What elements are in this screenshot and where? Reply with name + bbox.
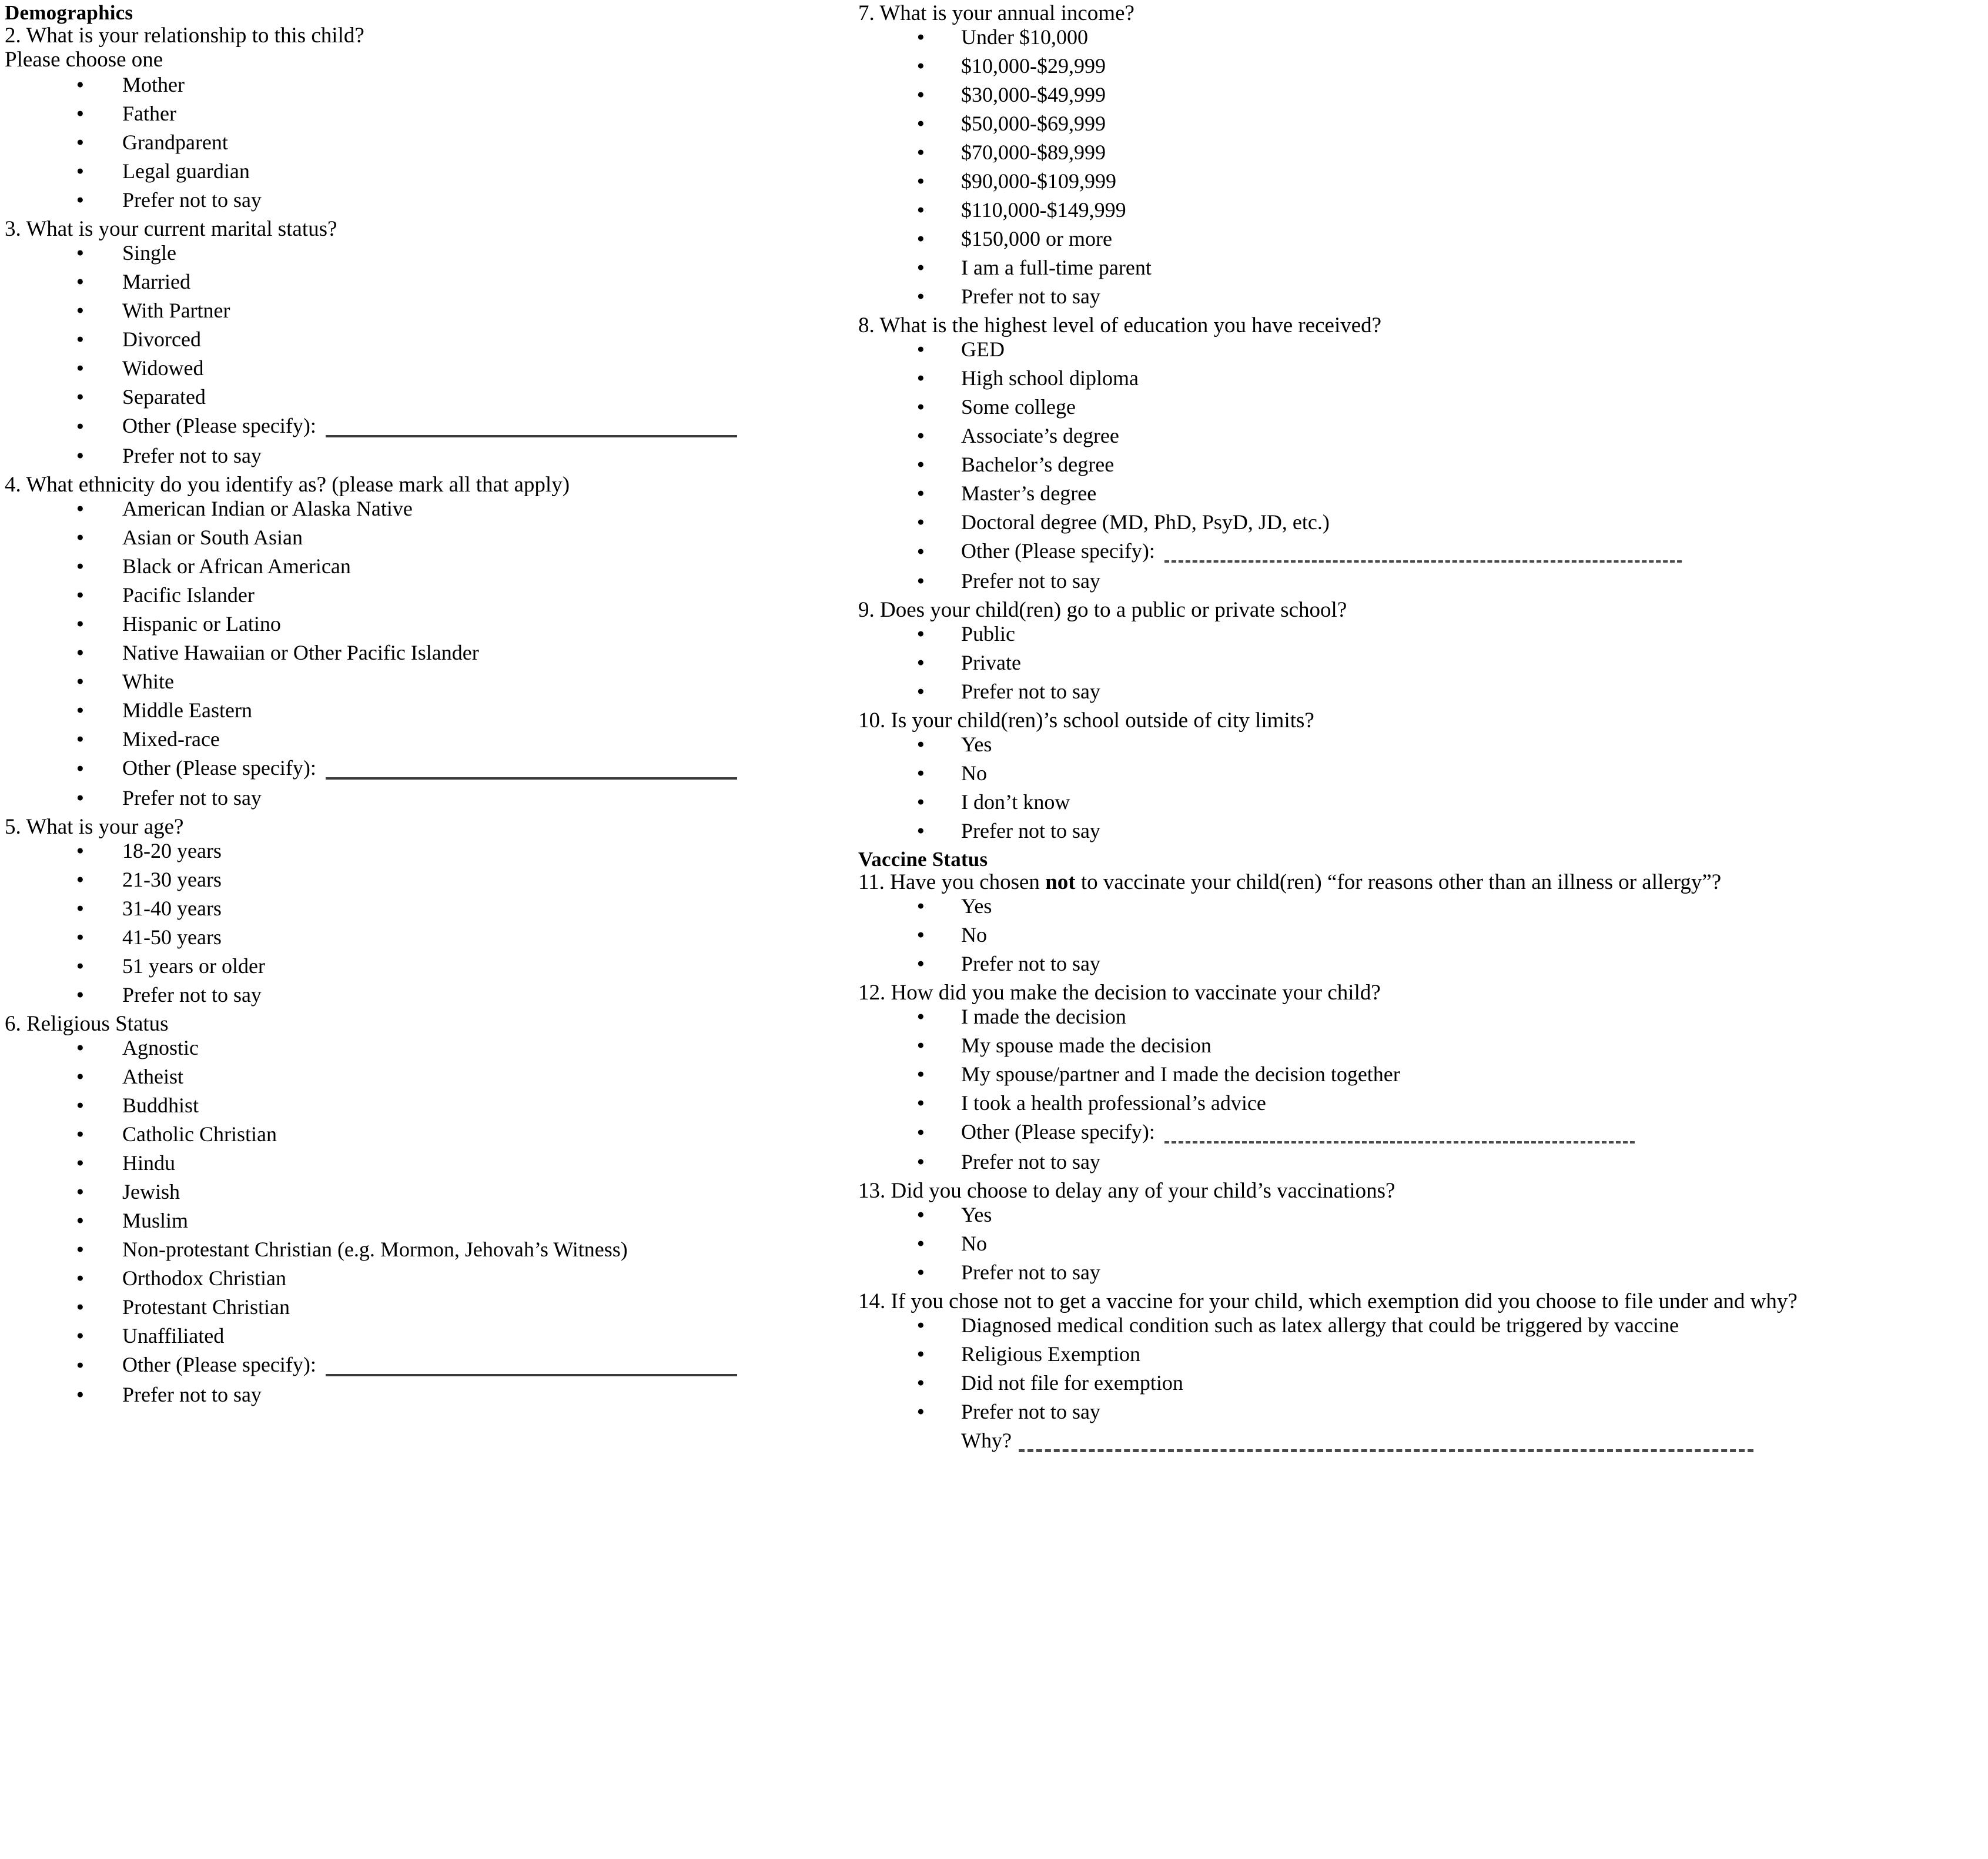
list-item[interactable]: ● I don’t know xyxy=(858,791,1988,813)
list-item[interactable]: ● Some college xyxy=(858,396,1988,417)
question-2-instruction: Please choose one xyxy=(5,48,163,72)
list-item[interactable]: ● Black or African American xyxy=(5,556,846,577)
list-item[interactable]: ● Mixed-race xyxy=(5,728,846,750)
question-11-text xyxy=(858,871,1988,893)
list-item[interactable]: ● Prefer not to say xyxy=(5,1384,846,1405)
list-item[interactable]: ● 51 years or older xyxy=(5,955,846,977)
question-6-options xyxy=(5,1037,846,1405)
question-11-bold-not: not xyxy=(1045,870,1076,894)
list-item[interactable]: ● Muslim xyxy=(5,1210,846,1231)
list-item[interactable]: ● Single xyxy=(5,242,846,263)
question-3-options xyxy=(5,242,846,466)
right-column xyxy=(846,2,1988,1452)
list-item[interactable]: ● Mother xyxy=(5,74,846,95)
list-item[interactable]: ● With Partner xyxy=(5,300,846,321)
question-5-text: 5. What is your age? xyxy=(5,815,184,839)
list-item[interactable]: ● Jewish xyxy=(5,1181,846,1202)
question-6-text: 6. Religious Status xyxy=(5,1012,169,1036)
list-item[interactable]: ● Prefer not to say xyxy=(5,787,846,808)
list-item[interactable]: ● My spouse/partner and I made the decision together xyxy=(858,1064,1988,1085)
list-item[interactable]: ● $50,000-$69,999 xyxy=(858,113,1988,134)
list-item[interactable]: ● Prefer not to say xyxy=(858,820,1988,841)
question-4-options xyxy=(5,498,846,808)
list-item[interactable]: ● Associate’s degree xyxy=(858,425,1988,446)
list-item[interactable]: ● Hindu xyxy=(5,1152,846,1173)
question-7-options xyxy=(858,26,1988,307)
list-item[interactable]: ● Private xyxy=(858,652,1988,673)
question-10-options xyxy=(858,734,1988,841)
question-3-text: 3. What is your current marital status? xyxy=(5,217,337,241)
list-item[interactable]: ● Divorced xyxy=(5,329,846,350)
list-item[interactable]: ● Under $10,000 xyxy=(858,26,1988,48)
list-item[interactable]: ● White xyxy=(5,671,846,692)
list-item[interactable]: ● Orthodox Christian xyxy=(5,1268,846,1289)
list-item[interactable]: ● Widowed xyxy=(5,357,846,379)
list-item[interactable]: ● Prefer not to say xyxy=(858,286,1988,307)
list-item[interactable]: ● Non-protestant Christian (e.g. Mormon, Jehovah’s Witness) xyxy=(5,1239,846,1260)
question-13-options xyxy=(858,1204,1988,1283)
section-heading-vaccine-status: Vaccine Status xyxy=(858,848,988,871)
question-12-options xyxy=(858,1006,1988,1172)
list-item[interactable]: ● Legal guardian xyxy=(5,161,846,182)
list-item[interactable]: ● Agnostic xyxy=(5,1037,846,1058)
list-item[interactable]: ● I took a health professional’s advice xyxy=(858,1092,1988,1114)
list-item-other[interactable] xyxy=(858,1121,1988,1144)
list-item[interactable]: ● Pacific Islander xyxy=(5,584,846,606)
question-14-text: 14. If you chose not to get a vaccine for your child, which exemption did you choose to file under and why? xyxy=(858,1289,1798,1313)
question-13-text: 13. Did you choose to delay any of your child’s vaccinations? xyxy=(858,1179,1395,1203)
list-item[interactable]: ● Separated xyxy=(5,386,846,407)
write-in-line[interactable] xyxy=(326,435,737,437)
list-item[interactable]: ● Master’s degree xyxy=(858,483,1988,504)
list-item[interactable]: ● Diagnosed medical condition such as latex allergy that could be triggered by vaccine xyxy=(858,1315,1988,1336)
list-item[interactable]: ● 18-20 years xyxy=(5,840,846,861)
list-item[interactable]: ● Did not file for exemption xyxy=(858,1372,1988,1393)
list-item[interactable]: ● Catholic Christian xyxy=(5,1124,846,1145)
write-in-line[interactable] xyxy=(1164,1141,1635,1144)
list-item[interactable]: ● Prefer not to say xyxy=(858,1401,1988,1422)
question-11-part2: to vaccinate your child(ren) “for reasons other than an illness or allergy”? xyxy=(1075,870,1722,894)
list-item[interactable]: ● My spouse made the decision xyxy=(858,1035,1988,1056)
write-in-line[interactable] xyxy=(326,777,737,780)
question-10-text: 10. Is your child(ren)’s school outside of city limits? xyxy=(858,708,1314,733)
list-item[interactable]: ● American Indian or Alaska Native xyxy=(5,498,846,519)
list-item[interactable]: ● Prefer not to say xyxy=(5,984,846,1005)
other-specify-label: Other (Please specify): xyxy=(961,1120,1155,1144)
list-item[interactable]: ● Prefer not to say xyxy=(858,1262,1988,1283)
question-8-text: 8. What is the highest level of education you have received? xyxy=(858,313,1382,337)
question-8-options xyxy=(858,339,1988,591)
section-heading-demographics: Demographics xyxy=(5,1,133,24)
list-item[interactable]: ● Hispanic or Latino xyxy=(5,613,846,634)
list-item[interactable]: ● Protestant Christian xyxy=(5,1296,846,1318)
list-item[interactable]: ● I made the decision xyxy=(858,1006,1988,1027)
list-item[interactable]: ● Yes xyxy=(858,895,1988,917)
why-label: Why? xyxy=(961,1429,1012,1452)
list-item-other[interactable] xyxy=(5,757,846,780)
list-item[interactable]: ● Married xyxy=(5,271,846,292)
question-12-text: 12. How did you make the decision to vaccinate your child? xyxy=(858,981,1381,1005)
question-9-text: 9. Does your child(ren) go to a public or private school? xyxy=(858,598,1347,622)
other-specify-label: Other (Please specify): xyxy=(122,414,316,437)
two-column-layout xyxy=(0,2,1988,1452)
list-item[interactable]: ● $30,000-$49,999 xyxy=(858,84,1988,105)
list-item[interactable]: ● Unaffiliated xyxy=(5,1325,846,1346)
list-item[interactable]: ● Buddhist xyxy=(5,1095,846,1116)
list-item[interactable]: ● No xyxy=(858,1233,1988,1254)
list-item[interactable]: ● Prefer not to say xyxy=(858,681,1988,702)
list-item[interactable]: ● $150,000 or more xyxy=(858,228,1988,249)
list-item[interactable]: ● Native Hawaiian or Other Pacific Islander xyxy=(5,642,846,663)
write-in-line[interactable] xyxy=(326,1374,737,1376)
question-4-text: 4. What ethnicity do you identify as? (please mark all that apply) xyxy=(5,473,570,497)
question-5-options xyxy=(5,840,846,1005)
list-item[interactable]: ● Prefer not to say xyxy=(5,445,846,466)
list-item[interactable]: ● Atheist xyxy=(5,1066,846,1087)
other-specify-label: Other (Please specify): xyxy=(122,756,316,780)
list-item[interactable]: ● Asian or South Asian xyxy=(5,527,846,548)
list-item[interactable]: ● Public xyxy=(858,623,1988,644)
list-item-other[interactable] xyxy=(858,540,1988,563)
list-item[interactable]: ● Yes xyxy=(858,734,1988,755)
list-item[interactable]: ● $110,000-$149,999 xyxy=(858,199,1988,220)
question-2-text: 2. What is your relationship to this child? xyxy=(5,24,364,48)
list-item[interactable]: ● Prefer not to say xyxy=(858,1151,1988,1172)
other-specify-label: Other (Please specify): xyxy=(961,539,1155,563)
list-item[interactable]: ● Grandparent xyxy=(5,132,846,153)
list-item[interactable]: ● $10,000-$29,999 xyxy=(858,55,1988,76)
other-specify-label: Other (Please specify): xyxy=(122,1353,316,1376)
question-7-text: 7. What is your annual income? xyxy=(858,1,1134,25)
list-item[interactable]: ● 41-50 years xyxy=(5,927,846,948)
list-item[interactable]: ● Prefer not to say xyxy=(858,953,1988,974)
list-item[interactable]: ● High school diploma xyxy=(858,367,1988,389)
left-column xyxy=(0,2,846,1413)
list-item-other[interactable] xyxy=(5,1354,846,1376)
question-14-followup xyxy=(961,1430,1988,1452)
list-item[interactable]: ● Prefer not to say xyxy=(5,189,846,210)
list-item[interactable]: ● 31-40 years xyxy=(5,898,846,919)
list-item[interactable]: ● No xyxy=(858,763,1988,784)
list-item[interactable]: ● No xyxy=(858,924,1988,945)
question-9-options xyxy=(858,623,1988,702)
list-item[interactable]: ● I am a full-time parent xyxy=(858,257,1988,278)
list-item[interactable]: ● GED xyxy=(858,339,1988,360)
list-item[interactable]: ● Doctoral degree (MD, PhD, PsyD, JD, etc.) xyxy=(858,511,1988,533)
list-item[interactable]: ● 21-30 years xyxy=(5,869,846,890)
write-in-line[interactable] xyxy=(1019,1449,1753,1452)
list-item[interactable]: ● $70,000-$89,999 xyxy=(858,142,1988,163)
write-in-line[interactable] xyxy=(1164,560,1682,563)
list-item[interactable]: ● Religious Exemption xyxy=(858,1343,1988,1365)
question-11-options xyxy=(858,895,1988,974)
list-item[interactable]: ● Prefer not to say xyxy=(858,570,1988,591)
question-14-options xyxy=(858,1315,1988,1422)
list-item-other[interactable] xyxy=(5,415,846,437)
list-item[interactable]: ● $90,000-$109,999 xyxy=(858,170,1988,192)
list-item[interactable]: ● Bachelor’s degree xyxy=(858,454,1988,475)
list-item[interactable]: ● Yes xyxy=(858,1204,1988,1225)
question-2-options xyxy=(5,74,846,210)
list-item[interactable]: ● Father xyxy=(5,103,846,124)
list-item[interactable]: ● Middle Eastern xyxy=(5,700,846,721)
question-11-part1: 11. Have you chosen xyxy=(858,870,1046,894)
